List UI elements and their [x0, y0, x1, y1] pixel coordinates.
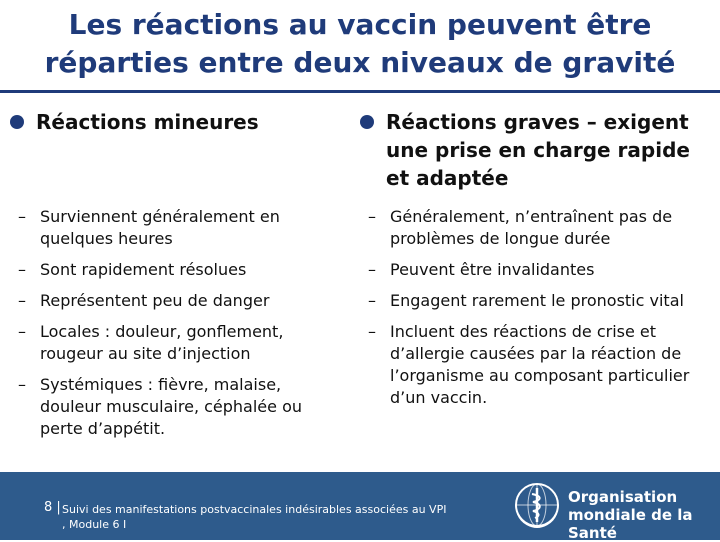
dash-icon: – [368, 260, 376, 279]
footer-bar [0, 472, 720, 540]
list-item-text: Incluent des réactions de crise et d’allergie causées par la réaction de l’organisme au composant particulier d’un vaccin. [390, 322, 690, 407]
dash-icon: – [18, 375, 26, 394]
slide-title [0, 6, 720, 82]
list-item [10, 374, 340, 440]
dash-icon: – [18, 260, 26, 279]
dash-icon: – [368, 207, 376, 226]
list-item-text: Surviennent généralement en quelques heures [40, 207, 280, 248]
footer-course-text: Suivi des manifestations postvaccinales indésirables associées au VPI , Module 6 I [62, 503, 447, 531]
list-item [360, 206, 710, 250]
list-item [360, 290, 710, 312]
list-item [360, 259, 710, 281]
page-number: 8 | [44, 500, 61, 515]
title-divider [0, 90, 720, 93]
title-line-1: Les réactions au vaccin peuvent être [68, 8, 652, 41]
severe-reactions-list [360, 206, 710, 409]
dash-icon: – [368, 322, 376, 341]
minor-heading-text: Réactions mineures [36, 110, 259, 134]
list-item [10, 321, 340, 365]
list-item [10, 259, 340, 281]
title-line-2: réparties entre deux niveaux de gravité [44, 46, 676, 79]
severe-reactions-column [360, 108, 710, 418]
org-name-line-2: mondiale de la Santé [568, 506, 693, 542]
bullet-icon [360, 115, 374, 129]
list-item [360, 321, 710, 409]
list-item-text: Engagent rarement le pronostic vital [390, 291, 684, 310]
severe-reactions-heading [360, 108, 710, 192]
list-item-text: Peuvent être invalidantes [390, 260, 595, 279]
org-name-line-1: Organisation [568, 488, 678, 506]
dash-icon: – [18, 322, 26, 341]
dash-icon: – [18, 207, 26, 226]
dash-icon: – [18, 291, 26, 310]
list-item-text: Représentent peu de danger [40, 291, 270, 310]
list-item-text: Locales : douleur, gonflement, rougeur au site d’injection [40, 322, 284, 363]
list-item-text: Généralement, n’entraînent pas de problèmes de longue durée [390, 207, 673, 248]
minor-reactions-column [10, 108, 340, 449]
list-item-text: Systémiques : fièvre, malaise, douleur musculaire, céphalée ou perte d’appétit. [40, 375, 303, 438]
bullet-icon [10, 115, 24, 129]
minor-reactions-list [10, 206, 340, 440]
minor-reactions-heading [10, 108, 340, 136]
list-item [10, 206, 340, 250]
who-name [568, 488, 720, 542]
who-emblem-icon [512, 480, 562, 530]
list-item [10, 290, 340, 312]
list-item-text: Sont rapidement résolues [40, 260, 247, 279]
dash-icon: – [368, 291, 376, 310]
severe-heading-text: Réactions graves – exigent une prise en charge rapide et adaptée [386, 110, 690, 190]
